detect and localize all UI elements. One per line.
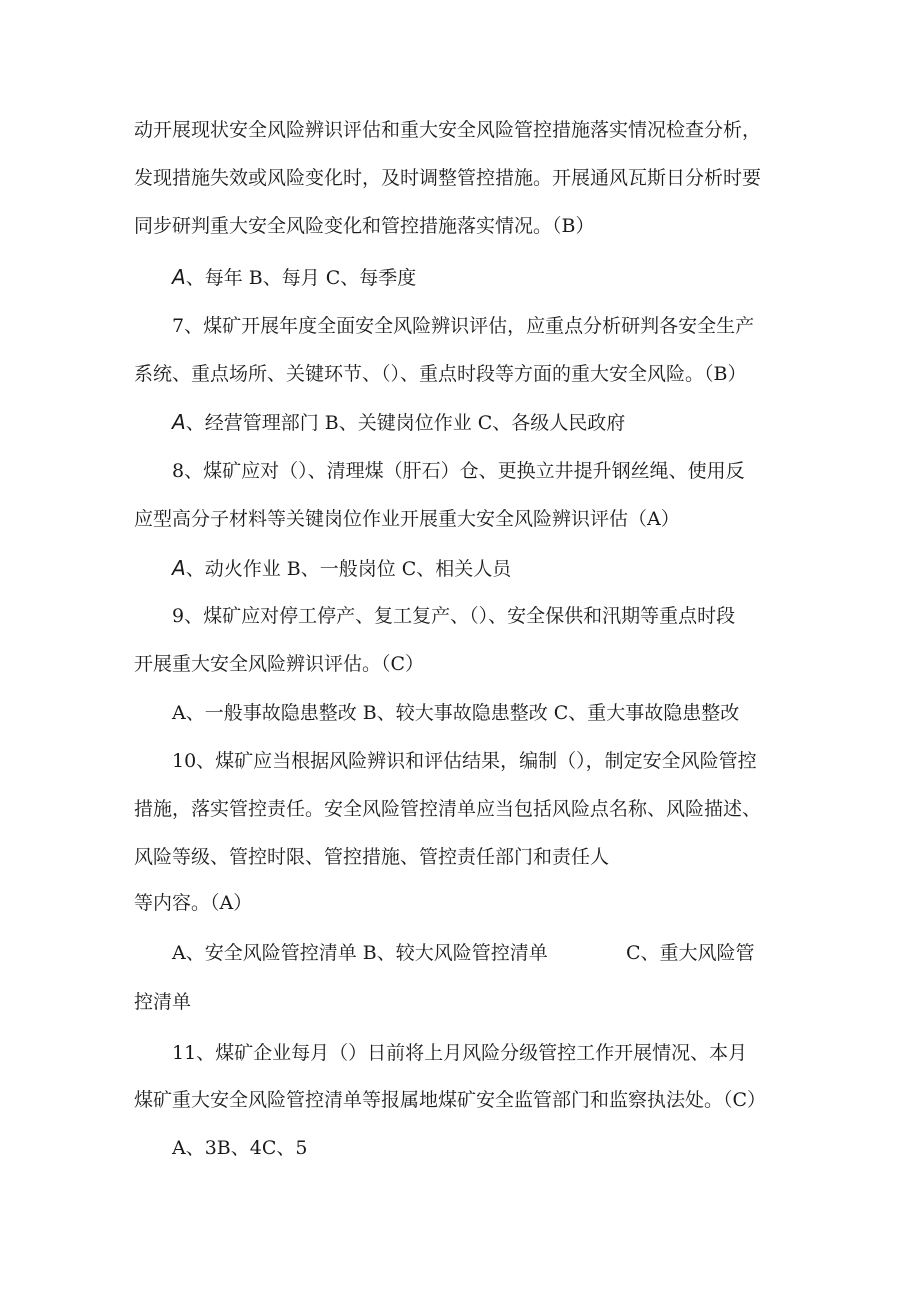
option-line	[172, 410, 625, 435]
option-letter: A	[172, 265, 186, 289]
text-line: 动开展现状安全风险辨识评估和重大安全风险管控措施落实情况检查分析，	[134, 119, 762, 141]
text-line: 措施，落实管控责任。安全风险管控清单应当包括风险点名称、风险描述、	[134, 798, 762, 820]
option-letter: A	[172, 410, 186, 434]
option-line: A、安全风险管控清单 B、较大风险管控清单	[172, 942, 548, 964]
text-line: 应型高分子材料等关键岗位作业开展重大安全风险辨识评估（A）	[134, 508, 680, 530]
question-line: 10、煤矿应当根据风险辨识和评估结果，编制（），制定安全风险管控	[172, 750, 757, 772]
question-line: 8、煤矿应对（）、清理煤（肝石）仓、更换立井提升钢丝绳、使用反	[172, 460, 745, 482]
text-line: 等内容。（A）	[134, 892, 253, 914]
option-text: 、动火作业 B、一般岗位 C、相关人员	[185, 558, 512, 580]
question-line: 7、煤矿开展年度全面安全风险辨识评估，应重点分析研判各安全生产	[172, 315, 755, 337]
text-line: 煤矿重大安全风险管控清单等报属地煤矿安全监管部门和监察执法处。（C）	[134, 1089, 767, 1111]
option-line	[172, 556, 511, 581]
text-line: 同步研判重大安全风险变化和管控措施落实情况。（B）	[134, 215, 595, 237]
text-line: 控清单	[134, 991, 192, 1013]
text-line: 开展重大安全风险辨识评估。（C）	[134, 653, 425, 675]
option-line	[172, 265, 416, 290]
text-line: 系统、重点场所、关键环节、（）、重点时段等方面的重大安全风险。（B）	[134, 363, 747, 385]
question-line: 9、煤矿应对停工停产、复工复产、（）、安全保供和汛期等重点时段	[172, 605, 736, 627]
option-text: 、经营管理部门 B、关键岗位作业 C、各级人民政府	[185, 412, 626, 434]
option-letter: A	[172, 556, 186, 580]
text-line: 风险等级、管控时限、管控措施、管控责任部门和责任人	[134, 846, 610, 868]
option-line: A、一般事故隐患整改 B、较大事故隐患整改 C、重大事故隐患整改	[172, 702, 740, 724]
question-line: 11、煤矿企业每月（）日前将上月风险分级管控工作开展情况、本月	[172, 1042, 748, 1064]
option-text: 、每年 B、每月 C、每季度	[185, 267, 417, 289]
option-line-continued: C、重大风险管	[626, 942, 755, 964]
text-line: 发现措施失效或风险变化时，及时调整管控措施。开展通风瓦斯日分析时要	[134, 167, 762, 189]
option-line: A、3B、4C、5	[172, 1137, 308, 1159]
